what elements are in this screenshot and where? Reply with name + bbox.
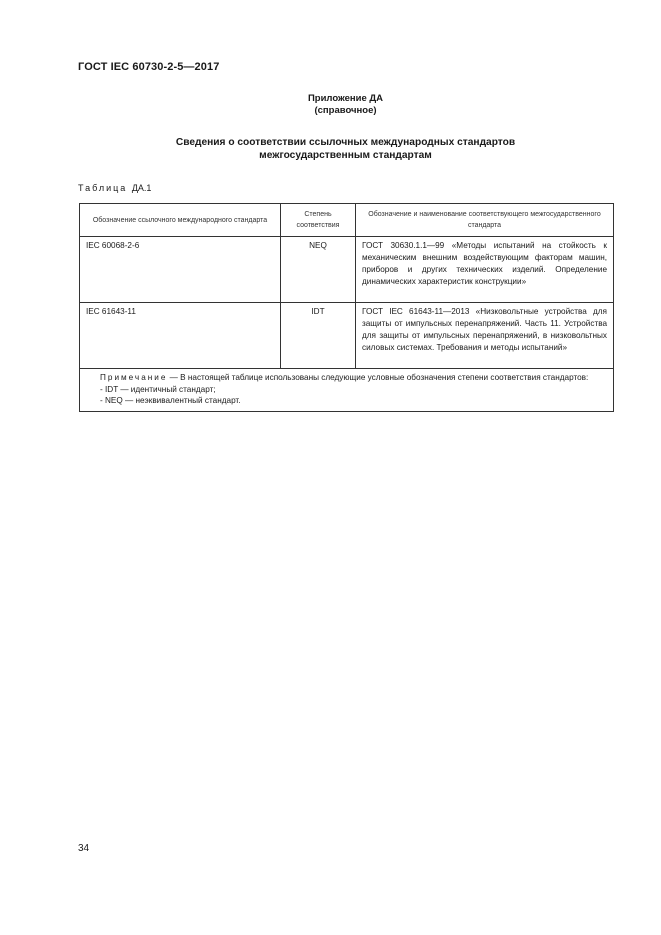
header-gost: Обозначение и наименование соответствующего межгосударственного стандарта [356,204,614,237]
cell-gost: ГОСТ 30630.1.1—99 «Методы испытаний на стойкость к механическим внешним воздействующим факторам машин, приборов и других технических изделий. Определение динамических характеристик конструкции» [356,237,614,303]
note-cell [80,369,614,412]
cell-std: IEC 61643-11 [80,303,281,369]
page-number: 34 [78,843,90,854]
appendix-title: Приложение ДА [307,93,384,104]
header-std: Обозначение ссылочного международного стандарта [80,204,281,237]
cell-std: IEC 60068-2-6 [80,237,281,303]
note-item-idt: - IDT — идентичный стандарт; [100,384,216,394]
section-title [0,136,661,162]
cell-degree: NEQ [281,237,356,303]
table-caption-number: ДА.1 [131,183,152,193]
header-degree: Степень соответствия [281,204,356,237]
table-note-row [80,369,614,412]
cell-gost: ГОСТ IEC 61643-11—2013 «Низковольтные устройства для защиты от импульсных перенапряжений. Часть 11. Устройства для защиты от импульсных перенапряжений, в низковольтных силовых системах. Требования и методы испытаний» [356,303,614,369]
table-row [80,237,614,303]
cell-degree: IDT [281,303,356,369]
table-header-row [80,204,614,237]
table-caption [78,183,151,193]
section-title-line-1: Сведения о соответствии ссылочных международных стандартов [175,137,516,148]
note-text [86,372,607,384]
table-row [80,303,614,369]
appendix-subtitle: (справочное) [314,105,377,116]
table-caption-word: Таблица [78,183,128,193]
section-title-line-2: межгосударственным стандартам [259,150,432,161]
note-label: Примечание [100,373,168,382]
document-header: ГОСТ IEC 60730-2-5—2017 [78,61,220,73]
reference-standards-table [79,203,614,412]
note-item-neq: - NEQ — неэквивалентный стандарт. [100,396,241,405]
note-body: — В настоящей таблице использованы следующие условные обозначения степени соответствия стандартов: [167,373,589,382]
